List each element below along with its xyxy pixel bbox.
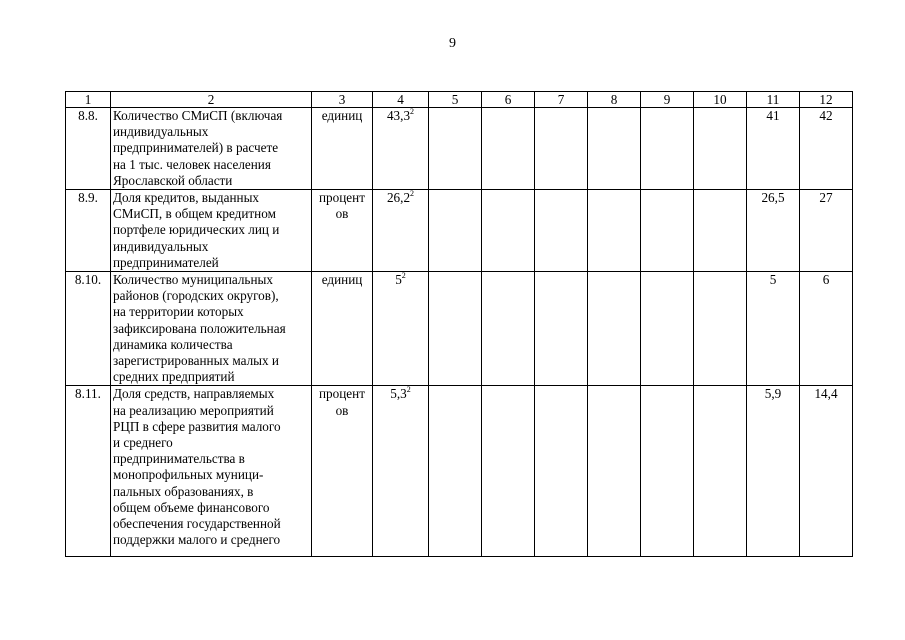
unit-cell bbox=[312, 386, 373, 557]
indicator-name-line: монопрофильных муници- bbox=[113, 467, 264, 483]
unit-line: единиц bbox=[321, 108, 363, 123]
indicator-name bbox=[111, 108, 312, 190]
empty-cell bbox=[482, 108, 535, 190]
indicator-name-line: поддержки малого и среднего bbox=[113, 532, 281, 548]
row-number: 8.8. bbox=[66, 108, 111, 190]
indicator-name-line: обеспечения государственной bbox=[113, 516, 281, 532]
footnote-mark: 2 bbox=[406, 385, 411, 395]
footnote-mark: 2 bbox=[401, 271, 406, 281]
column-header: 6 bbox=[482, 92, 535, 108]
empty-cell bbox=[588, 272, 641, 386]
indicator-name-line: портфеле юридических лиц и bbox=[113, 222, 280, 238]
table-body bbox=[66, 92, 853, 557]
indicator-name-line: СМиСП, в общем кредитном bbox=[113, 206, 276, 222]
value-col12: 6 bbox=[800, 272, 853, 386]
column-header: 1 bbox=[66, 92, 111, 108]
indicator-name-line: на 1 тыс. человек населения bbox=[113, 156, 271, 172]
indicator-name bbox=[111, 386, 312, 557]
empty-cell bbox=[694, 272, 747, 386]
empty-cell bbox=[535, 108, 588, 190]
value-col4 bbox=[373, 386, 429, 557]
table-row bbox=[66, 190, 853, 272]
empty-cell bbox=[588, 386, 641, 557]
indicator-name-line: и среднего bbox=[113, 435, 173, 451]
value-col11: 5,9 bbox=[747, 386, 800, 557]
indicator-name-line: предпринимателей bbox=[113, 254, 219, 270]
value-col11: 26,5 bbox=[747, 190, 800, 272]
empty-cell bbox=[482, 272, 535, 386]
page-number: 9 bbox=[449, 36, 456, 51]
value: 5,3 bbox=[390, 386, 407, 402]
footnote-mark: 2 bbox=[410, 107, 415, 116]
indicator-name-line: Доля средств, направляемых bbox=[113, 386, 275, 402]
empty-cell bbox=[641, 386, 694, 557]
indicator-name-line: Доля кредитов, выданных bbox=[113, 190, 260, 206]
unit-line: единиц bbox=[321, 272, 363, 288]
column-header: 5 bbox=[429, 92, 482, 108]
table-row bbox=[66, 272, 853, 386]
empty-cell bbox=[429, 190, 482, 272]
empty-cell bbox=[641, 190, 694, 272]
value-col4 bbox=[373, 108, 429, 190]
row-number: 8.10. bbox=[66, 272, 111, 386]
table-header-row bbox=[66, 92, 853, 108]
empty-cell bbox=[429, 272, 482, 386]
unit-line: процент bbox=[319, 190, 365, 206]
empty-cell bbox=[429, 108, 482, 190]
footnote-mark: 2 bbox=[410, 189, 415, 199]
value-col4 bbox=[373, 272, 429, 386]
empty-cell bbox=[535, 386, 588, 557]
value: 5 bbox=[395, 272, 402, 288]
column-header: 9 bbox=[641, 92, 694, 108]
value-col12: 27 bbox=[800, 190, 853, 272]
row-number: 8.11. bbox=[66, 386, 111, 557]
indicators-table bbox=[65, 91, 853, 557]
unit-cell bbox=[312, 190, 373, 272]
empty-cell bbox=[482, 190, 535, 272]
empty-cell bbox=[482, 386, 535, 557]
empty-cell bbox=[588, 108, 641, 190]
empty-cell bbox=[694, 386, 747, 557]
table-row bbox=[66, 108, 853, 190]
empty-cell bbox=[588, 190, 641, 272]
empty-cell bbox=[694, 190, 747, 272]
indicator-name-line: зафиксирована положительная bbox=[113, 320, 286, 336]
value: 43,3 bbox=[386, 108, 411, 123]
unit-line: процент bbox=[319, 386, 365, 402]
value: 26,2 bbox=[386, 190, 411, 206]
empty-cell bbox=[641, 108, 694, 190]
indicator-name-line: зарегистрированных малых и bbox=[113, 353, 279, 369]
row-number: 8.9. bbox=[66, 190, 111, 272]
indicator-name-line: общем объеме финансового bbox=[113, 499, 270, 515]
column-header: 7 bbox=[535, 92, 588, 108]
column-header: 8 bbox=[588, 92, 641, 108]
column-header: 10 bbox=[694, 92, 747, 108]
indicator-name-line: динамика количества bbox=[113, 336, 233, 352]
indicator-name-line: индивидуальных bbox=[113, 124, 209, 140]
column-header: 2 bbox=[111, 92, 312, 108]
column-header: 4 bbox=[373, 92, 429, 108]
unit-line: ов bbox=[335, 402, 349, 418]
indicator-name bbox=[111, 272, 312, 386]
value-col12: 14,4 bbox=[800, 386, 853, 557]
indicator-name-line: индивидуальных bbox=[113, 238, 209, 254]
indicator-name-line: предпринимателей) в расчете bbox=[113, 140, 279, 156]
column-header: 11 bbox=[747, 92, 800, 108]
indicator-name-line: на территории которых bbox=[113, 304, 244, 320]
indicator-name bbox=[111, 190, 312, 272]
unit-cell bbox=[312, 108, 373, 190]
indicator-name-line: Ярославской области bbox=[113, 172, 233, 188]
table-row bbox=[66, 386, 853, 557]
value-col11: 41 bbox=[747, 108, 800, 190]
value-col12: 42 bbox=[800, 108, 853, 190]
unit-line: ов bbox=[335, 206, 349, 222]
indicator-name-line: предпринимательства в bbox=[113, 451, 245, 467]
unit-cell bbox=[312, 272, 373, 386]
indicator-name-line: районов (городских округов), bbox=[113, 288, 279, 304]
empty-cell bbox=[694, 108, 747, 190]
indicator-name-line: пальных образованиях, в bbox=[113, 483, 254, 499]
empty-cell bbox=[535, 272, 588, 386]
indicator-name-line: РЦП в сфере развития малого bbox=[113, 418, 281, 434]
indicator-name-line: средних предприятий bbox=[113, 369, 235, 385]
value-col4 bbox=[373, 190, 429, 272]
indicator-name-line: на реализацию мероприятий bbox=[113, 402, 274, 418]
empty-cell bbox=[535, 190, 588, 272]
value-col11: 5 bbox=[747, 272, 800, 386]
column-header: 3 bbox=[312, 92, 373, 108]
indicator-name-line: Количество муниципальных bbox=[113, 272, 273, 288]
column-header: 12 bbox=[800, 92, 853, 108]
indicator-name-line: Количество СМиСП (включая bbox=[113, 108, 283, 123]
empty-cell bbox=[429, 386, 482, 557]
empty-cell bbox=[641, 272, 694, 386]
